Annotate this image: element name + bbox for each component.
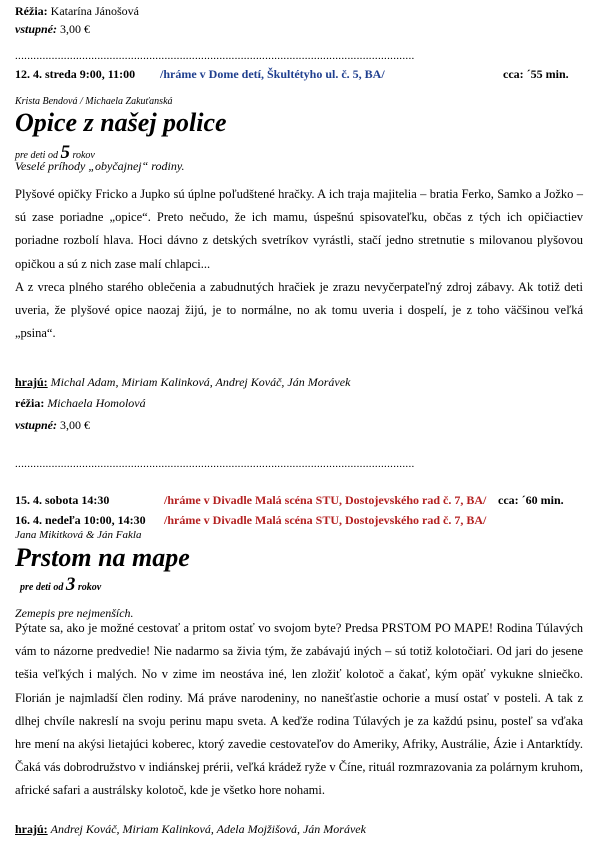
event1-age-number: 5 [60,142,70,163]
top-rezia-label: Réžia: [15,4,48,18]
event1-rezia-line [15,396,146,411]
event1-vstupne-value: 3,00 € [60,418,90,432]
event2-age-prefix: pre deti od [20,582,64,593]
event1-description-1: Plyšové opičky Fricko a Jupko sú úplne poľudštené hračky. A ich traja majitelia – bratia Ferko, Samko a Jožko – sú zase poriadne „opice“. Preto nečudo, že ich mamu, úspešnú spisovateľku, občas z tých ich opičiactiev poriadne rozbolí hlava. Hoci dávno z detských svetríkov vyrástli, stačí jedno stretnutie s milovanou plyšovou opičkou a sú z nich zase malí chlapci... [15,187,583,271]
top-rezia-value: Katarína Jánošová [50,4,139,18]
event2-age [20,574,101,596]
event1-hraju-line [15,375,350,390]
event1-date-time: 12. 4. streda 9:00, 11:00 [15,67,136,81]
event2-age-number: 3 [65,574,76,595]
event1-description-2: A z vreca plného starého oblečenia a zabudnutých hračiek je zrazu nevyčerpateľný zdroj zábavy. Ak totiž deti uveria, že plyšové opice naozaj žijú, je to normálne, no ak tomu uveria i dospelí, je z toho väčšinou veľká „psina“. [15,280,583,341]
event1-age-prefix: pre deti od [15,150,58,161]
event2-venue-1: /hráme v Divadle Malá scéna STU, Dostojevského rad č. 7, BA/ [164,493,487,507]
event2-authors: Jana Mikitková & Ján Fakla [15,529,142,541]
top-rezia-line [15,4,139,19]
top-vstupne-line [15,22,90,37]
event1-rezia-label: réžia: [15,396,45,410]
event1-hraju-label: hrajú: [15,375,48,389]
top-vstupne-value: 3,00 € [60,22,90,36]
event2-title: Prstom na mape [15,543,190,572]
event2-date-time-1: 15. 4. sobota 14:30 [15,493,110,507]
event1-vstupne-line [15,418,90,433]
separator-1: ................................................................................................................................... [15,50,415,62]
event1-duration: cca: ´55 min. [503,67,569,81]
event1-subtitle: Veselé príhody „obyčajnej“ rodiny. [15,159,185,173]
event1-venue: /hráme v Dome detí, Škultétyho ul. č. 5, BA/ [160,67,385,81]
event1-authors: Krista Bendová / Michaela Zakuťanská [15,96,173,107]
top-vstupne-label: vstupné: [15,22,57,36]
event1-vstupne-label: vstupné: [15,418,57,432]
event2-subtitle: Zemepis pre nejmenších. [15,606,134,620]
event1-title: Opice z našej police [15,108,227,137]
event1-age-suffix: rokov [72,150,95,161]
event2-hraju-line [15,822,366,837]
event2-duration: cca: ´60 min. [498,493,564,507]
separator-2: ................................................................................................................................... [15,458,415,470]
event1-rezia-value: Michaela Homolová [47,396,146,410]
event2-venue-2: /hráme v Divadle Malá scéna STU, Dostojevského rad č. 7, BA/ [164,513,487,527]
event1-hraju-value: Michal Adam, Miriam Kalinková, Andrej Kováč, Ján Morávek [50,375,351,389]
event2-description: Pýtate sa, ako je možné cestovať a pritom ostať vo svojom byte? Predsa PRSTOM PO MAPE! Rodina Túlavých vám to názorne predvedie! Nie nadarmo sa živia tým, že zabávajú iných – sú totiž kolotočiari. Od jari do jesene tešia veľkých i malých. No v zime im neostáva iné, len zložiť kolotoč a čakať, kým opäť vykukne slniečko. Florián je najmladší člen rodiny. Má práve narodeniny, no nanešťastie ochorie a musí ostať v posteli. A tak z dlhej chvíle nakreslí na svoju perinu mapu sveta. A keďže rodina Túlavých je za každú psinu, posteľ sa vďaka hre mení na akýsi lietajúci koberec, ktorý zavedie cestovateľov do Ameriky, Afriky, Austrálie, Ázie i Antarktídy. Čaká vás dobrodružstvo v indiánskej prérii, veľká krádež ryže v Číne, rituál rozmrazovania za polárnym kruhom, africké safari a austrálsky kolotoč, kde je všetko hore nohami. [15,621,583,798]
event2-hraju-label: hrajú: [15,822,48,836]
event2-age-suffix: rokov [77,582,102,593]
event2-hraju-value: Andrej Kováč, Miriam Kalinková, Adela Mojžišová, Ján Morávek [50,822,366,836]
event2-date-time-2: 16. 4. nedeľa 10:00, 14:30 [15,513,146,527]
